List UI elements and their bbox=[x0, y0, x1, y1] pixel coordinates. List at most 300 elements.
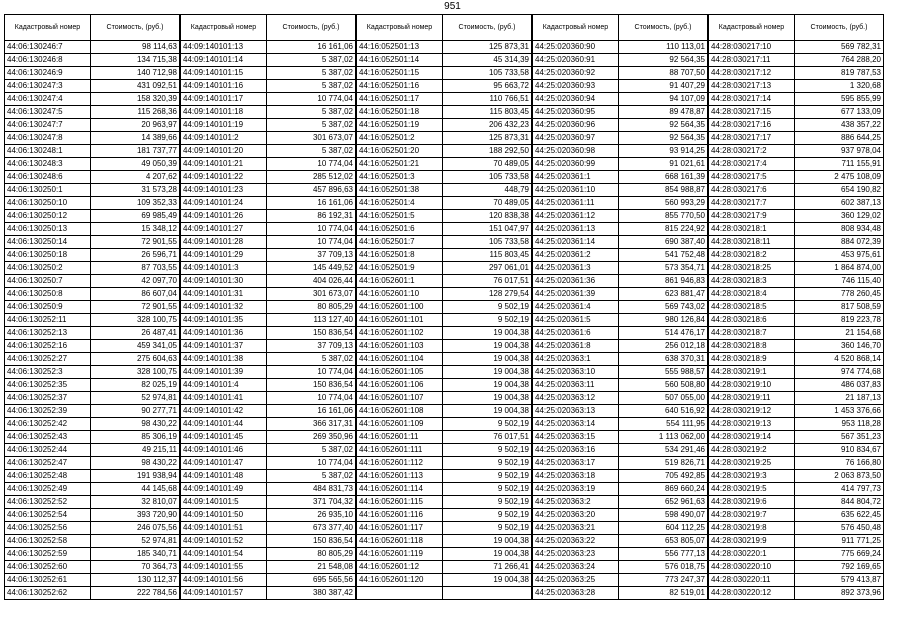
table-row bbox=[533, 327, 708, 340]
cost-cell: 26 935,10 bbox=[267, 509, 356, 522]
cadastral-number-cell: 44:25:020361:8 bbox=[533, 340, 619, 353]
cadastral-number-cell: 44:25:020361:39 bbox=[533, 288, 619, 301]
table-row bbox=[709, 496, 884, 509]
cost-cell: 19 004,38 bbox=[443, 340, 532, 353]
table-row bbox=[709, 249, 884, 262]
cost-cell: 808 934,48 bbox=[795, 223, 884, 236]
table-row bbox=[357, 80, 532, 93]
cost-cell: 579 413,87 bbox=[795, 574, 884, 587]
table-row bbox=[709, 574, 884, 587]
cadastral-number-cell: 44:09:140101:37 bbox=[181, 340, 267, 353]
cost-cell: 854 988,87 bbox=[619, 184, 708, 197]
header-cost: Стоимость, (руб.) bbox=[619, 15, 708, 41]
cost-cell: 844 804,72 bbox=[795, 496, 884, 509]
cadastral-number-cell: 44:09:140101:5 bbox=[181, 496, 267, 509]
cost-cell: 652 961,63 bbox=[619, 496, 708, 509]
cadastral-number-cell: 44:16:052501:4 bbox=[357, 197, 443, 210]
cost-cell: 484 831,73 bbox=[267, 483, 356, 496]
cadastral-table-1 bbox=[4, 14, 180, 600]
cost-cell: 5 387,02 bbox=[267, 54, 356, 67]
cadastral-number-cell: 44:28:030217:11 bbox=[709, 54, 795, 67]
cost-cell: 191 938,94 bbox=[91, 470, 180, 483]
cadastral-number-cell: 44:16:052601:117 bbox=[357, 522, 443, 535]
table-row bbox=[709, 314, 884, 327]
table-row bbox=[357, 522, 532, 535]
table-row bbox=[5, 275, 180, 288]
cost-cell: 37 709,13 bbox=[267, 249, 356, 262]
table-row bbox=[181, 457, 356, 470]
cost-cell bbox=[443, 587, 532, 600]
cadastral-number-cell: 44:16:052501:5 bbox=[357, 210, 443, 223]
cost-cell: 815 224,92 bbox=[619, 223, 708, 236]
table-row bbox=[533, 106, 708, 119]
table-row bbox=[533, 483, 708, 496]
cadastral-number-cell: 44:28:030219:14 bbox=[709, 431, 795, 444]
table-row bbox=[181, 444, 356, 457]
table-row bbox=[5, 496, 180, 509]
cadastral-number-cell: 44:06:130247:5 bbox=[5, 106, 91, 119]
cadastral-number-cell: 44:06:130252:13 bbox=[5, 327, 91, 340]
cadastral-number-cell: 44:16:052601:107 bbox=[357, 392, 443, 405]
table-row bbox=[357, 418, 532, 431]
cadastral-number-cell: 44:16:052601:118 bbox=[357, 535, 443, 548]
table-row bbox=[5, 587, 180, 600]
table-row bbox=[357, 470, 532, 483]
cadastral-number-cell: 44:16:052601:104 bbox=[357, 353, 443, 366]
cost-cell: 10 774,04 bbox=[267, 366, 356, 379]
cadastral-number-cell: 44:25:020361:3 bbox=[533, 262, 619, 275]
cost-cell: 534 291,46 bbox=[619, 444, 708, 457]
table-row bbox=[533, 340, 708, 353]
cadastral-number-cell: 44:25:020363:28 bbox=[533, 587, 619, 600]
cost-cell: 92 564,35 bbox=[619, 132, 708, 145]
table-row bbox=[533, 405, 708, 418]
cadastral-number-cell: 44:16:052601:12 bbox=[357, 561, 443, 574]
cost-cell: 9 502,19 bbox=[443, 301, 532, 314]
cadastral-number-cell: 44:16:052501:3 bbox=[357, 171, 443, 184]
cost-cell: 448,79 bbox=[443, 184, 532, 197]
cadastral-number-cell: 44:25:020360:91 bbox=[533, 54, 619, 67]
table-row bbox=[181, 340, 356, 353]
cost-cell: 623 881,47 bbox=[619, 288, 708, 301]
cost-cell: 19 004,38 bbox=[443, 327, 532, 340]
cadastral-number-cell: 44:16:052601:102 bbox=[357, 327, 443, 340]
cost-cell: 98 430,22 bbox=[91, 418, 180, 431]
cadastral-number-cell: 44:28:030218:25 bbox=[709, 262, 795, 275]
cost-cell: 1 453 376,66 bbox=[795, 405, 884, 418]
cost-cell: 44 145,68 bbox=[91, 483, 180, 496]
cost-cell: 980 126,84 bbox=[619, 314, 708, 327]
cadastral-number-cell: 44:28:030218:1 bbox=[709, 223, 795, 236]
cadastral-number-cell: 44:25:020361:5 bbox=[533, 314, 619, 327]
cost-cell: 974 774,68 bbox=[795, 366, 884, 379]
cost-cell: 404 026,44 bbox=[267, 275, 356, 288]
cost-cell: 9 502,19 bbox=[443, 314, 532, 327]
cadastral-number-cell: 44:16:052501:13 bbox=[357, 41, 443, 54]
cost-cell: 158 320,39 bbox=[91, 93, 180, 106]
cost-cell: 110 113,01 bbox=[619, 41, 708, 54]
table-row bbox=[181, 275, 356, 288]
cadastral-number-cell: 44:25:020361:2 bbox=[533, 249, 619, 262]
cadastral-number-cell: 44:06:130247:3 bbox=[5, 80, 91, 93]
table-row bbox=[357, 587, 532, 600]
table-row bbox=[181, 41, 356, 54]
header-cost: Стоимость, (руб.) bbox=[795, 15, 884, 41]
table-row bbox=[533, 561, 708, 574]
cadastral-number-cell: 44:25:020363:24 bbox=[533, 561, 619, 574]
cost-cell: 556 777,13 bbox=[619, 548, 708, 561]
table-row bbox=[533, 457, 708, 470]
cost-cell: 4 520 868,14 bbox=[795, 353, 884, 366]
table-row bbox=[533, 392, 708, 405]
cost-cell: 19 004,38 bbox=[443, 405, 532, 418]
cost-cell: 301 673,07 bbox=[267, 132, 356, 145]
cadastral-number-cell: 44:09:140101:4 bbox=[181, 379, 267, 392]
cadastral-number-cell: 44:25:020360:96 bbox=[533, 119, 619, 132]
table-row bbox=[181, 301, 356, 314]
cadastral-number-cell: 44:28:030219:9 bbox=[709, 535, 795, 548]
table-row bbox=[181, 184, 356, 197]
table-row bbox=[181, 132, 356, 145]
cadastral-number-cell: 44:06:130247:7 bbox=[5, 119, 91, 132]
cadastral-number-cell: 44:06:130250:13 bbox=[5, 223, 91, 236]
table-row bbox=[709, 418, 884, 431]
table-row bbox=[5, 223, 180, 236]
table-row bbox=[709, 262, 884, 275]
cost-cell: 91 407,29 bbox=[619, 80, 708, 93]
cadastral-number-cell: 44:25:020363:17 bbox=[533, 457, 619, 470]
cadastral-number-cell: 44:16:052601:113 bbox=[357, 470, 443, 483]
cost-cell: 9 502,19 bbox=[443, 418, 532, 431]
table-row bbox=[709, 535, 884, 548]
cadastral-number-cell: 44:28:030217:6 bbox=[709, 184, 795, 197]
cost-cell: 602 387,13 bbox=[795, 197, 884, 210]
table-row bbox=[357, 509, 532, 522]
cadastral-number-cell: 44:28:030220:1 bbox=[709, 548, 795, 561]
cadastral-number-cell: 44:06:130250:2 bbox=[5, 262, 91, 275]
table-header bbox=[181, 15, 356, 41]
cadastral-number-cell: 44:16:052601:115 bbox=[357, 496, 443, 509]
table-row bbox=[5, 80, 180, 93]
cadastral-number-cell: 44:09:140101:26 bbox=[181, 210, 267, 223]
table-row bbox=[533, 93, 708, 106]
table-row bbox=[181, 548, 356, 561]
cost-cell: 26 487,41 bbox=[91, 327, 180, 340]
table-row bbox=[181, 223, 356, 236]
table-row bbox=[357, 132, 532, 145]
cadastral-number-cell: 44:06:130252:56 bbox=[5, 522, 91, 535]
cost-cell: 125 873,31 bbox=[443, 41, 532, 54]
table-row bbox=[533, 444, 708, 457]
table-row bbox=[533, 41, 708, 54]
table-row bbox=[533, 301, 708, 314]
table-row bbox=[5, 574, 180, 587]
cadastral-number-cell: 44:06:130252:52 bbox=[5, 496, 91, 509]
cadastral-number-cell: 44:09:140101:44 bbox=[181, 418, 267, 431]
cadastral-number-cell: 44:06:130252:37 bbox=[5, 392, 91, 405]
cost-cell: 10 774,04 bbox=[267, 236, 356, 249]
table-row bbox=[357, 457, 532, 470]
cadastral-number-cell: 44:06:130252:62 bbox=[5, 587, 91, 600]
table-row bbox=[181, 314, 356, 327]
cost-cell: 360 146,70 bbox=[795, 340, 884, 353]
cadastral-number-cell: 44:28:030217:16 bbox=[709, 119, 795, 132]
cost-cell: 86 192,31 bbox=[267, 210, 356, 223]
table-row bbox=[357, 249, 532, 262]
cost-cell: 604 112,25 bbox=[619, 522, 708, 535]
table-row bbox=[357, 496, 532, 509]
cost-cell: 911 771,25 bbox=[795, 535, 884, 548]
cadastral-number-cell: 44:16:052501:14 bbox=[357, 54, 443, 67]
cadastral-number-cell: 44:06:130247:8 bbox=[5, 132, 91, 145]
cost-cell: 10 774,04 bbox=[267, 223, 356, 236]
cadastral-number-cell: 44:16:052601:100 bbox=[357, 301, 443, 314]
cadastral-number-cell: 44:28:030219:12 bbox=[709, 405, 795, 418]
cost-cell: 95 663,72 bbox=[443, 80, 532, 93]
cadastral-number-cell: 44:09:140101:55 bbox=[181, 561, 267, 574]
cadastral-number-cell: 44:28:030218:8 bbox=[709, 340, 795, 353]
table-row bbox=[5, 158, 180, 171]
cadastral-number-cell: 44:06:130252:60 bbox=[5, 561, 91, 574]
cost-cell: 576 018,75 bbox=[619, 561, 708, 574]
table-row bbox=[533, 158, 708, 171]
cadastral-number-cell: 44:25:020360:99 bbox=[533, 158, 619, 171]
cadastral-number-cell: 44:06:130252:49 bbox=[5, 483, 91, 496]
cost-cell: 569 743,02 bbox=[619, 301, 708, 314]
table-row bbox=[5, 470, 180, 483]
cadastral-number-cell: 44:25:020361:6 bbox=[533, 327, 619, 340]
cost-cell: 14 389,66 bbox=[91, 132, 180, 145]
cost-cell: 1 113 062,00 bbox=[619, 431, 708, 444]
table-row bbox=[181, 535, 356, 548]
cadastral-number-cell: 44:09:140101:20 bbox=[181, 145, 267, 158]
table-row bbox=[181, 119, 356, 132]
cost-cell: 21 187,13 bbox=[795, 392, 884, 405]
cadastral-number-cell: 44:28:030217:13 bbox=[709, 80, 795, 93]
cadastral-number-cell: 44:28:030219:10 bbox=[709, 379, 795, 392]
cadastral-table-5 bbox=[708, 14, 884, 600]
cadastral-number-cell: 44:25:020363:12 bbox=[533, 392, 619, 405]
table-row bbox=[357, 327, 532, 340]
cost-cell: 256 012,18 bbox=[619, 340, 708, 353]
table-row bbox=[5, 522, 180, 535]
table-row bbox=[5, 262, 180, 275]
cost-cell: 185 340,71 bbox=[91, 548, 180, 561]
cost-cell: 10 774,04 bbox=[267, 392, 356, 405]
table-row bbox=[709, 327, 884, 340]
cadastral-number-cell: 44:16:052501:6 bbox=[357, 223, 443, 236]
cadastral-number-cell: 44:06:130252:35 bbox=[5, 379, 91, 392]
cost-cell: 181 737,77 bbox=[91, 145, 180, 158]
cost-cell: 85 306,19 bbox=[91, 431, 180, 444]
table-row bbox=[181, 483, 356, 496]
table-row bbox=[533, 431, 708, 444]
cadastral-number-cell: 44:06:130252:11 bbox=[5, 314, 91, 327]
cost-cell: 1 864 874,00 bbox=[795, 262, 884, 275]
cadastral-number-cell: 44:25:020361:1 bbox=[533, 171, 619, 184]
cost-cell: 431 092,51 bbox=[91, 80, 180, 93]
table-row bbox=[357, 210, 532, 223]
cost-cell: 72 901,55 bbox=[91, 301, 180, 314]
cost-cell: 773 247,37 bbox=[619, 574, 708, 587]
cadastral-number-cell: 44:25:020363:19 bbox=[533, 483, 619, 496]
table-row bbox=[181, 236, 356, 249]
cadastral-number-cell: 44:25:020363:14 bbox=[533, 418, 619, 431]
table-row bbox=[5, 509, 180, 522]
cost-cell: 145 449,52 bbox=[267, 262, 356, 275]
cost-cell: 130 112,37 bbox=[91, 574, 180, 587]
table-row bbox=[357, 145, 532, 158]
cadastral-number-cell: 44:16:052601:103 bbox=[357, 340, 443, 353]
cost-cell: 654 190,82 bbox=[795, 184, 884, 197]
table-row bbox=[357, 535, 532, 548]
cadastral-number-cell: 44:25:020363:13 bbox=[533, 405, 619, 418]
table-row bbox=[357, 483, 532, 496]
cost-cell: 640 516,92 bbox=[619, 405, 708, 418]
cadastral-number-cell: 44:09:140101:41 bbox=[181, 392, 267, 405]
cost-cell: 109 352,33 bbox=[91, 197, 180, 210]
cost-cell: 5 387,02 bbox=[267, 80, 356, 93]
cost-cell: 150 836,54 bbox=[267, 535, 356, 548]
table-row bbox=[181, 327, 356, 340]
cadastral-number-cell: 44:09:140101:39 bbox=[181, 366, 267, 379]
table-row bbox=[357, 236, 532, 249]
page-number: 951 bbox=[444, 1, 461, 12]
table-row bbox=[709, 158, 884, 171]
table-header bbox=[709, 15, 884, 41]
cost-cell: 764 288,20 bbox=[795, 54, 884, 67]
table-row bbox=[533, 80, 708, 93]
cadastral-number-cell: 44:16:052501:7 bbox=[357, 236, 443, 249]
table-row bbox=[709, 353, 884, 366]
cadastral-number-cell: 44:16:052501:18 bbox=[357, 106, 443, 119]
cost-cell: 9 502,19 bbox=[443, 483, 532, 496]
cost-cell: 9 502,19 bbox=[443, 509, 532, 522]
table-row bbox=[5, 379, 180, 392]
cadastral-number-cell: 44:06:130246:9 bbox=[5, 67, 91, 80]
cost-cell: 695 565,56 bbox=[267, 574, 356, 587]
cadastral-number-cell: 44:25:020363:25 bbox=[533, 574, 619, 587]
cost-cell: 4 207,62 bbox=[91, 171, 180, 184]
table-header bbox=[533, 15, 708, 41]
cost-cell: 92 564,35 bbox=[619, 54, 708, 67]
table-row bbox=[5, 106, 180, 119]
header-cadastral-number: Кадастровый номер bbox=[709, 15, 795, 41]
cadastral-number-cell: 44:28:030220:12 bbox=[709, 587, 795, 600]
table-row bbox=[181, 93, 356, 106]
cadastral-number-cell: 44:25:020360:94 bbox=[533, 93, 619, 106]
cadastral-number-cell: 44:16:052501:16 bbox=[357, 80, 443, 93]
table-row bbox=[533, 54, 708, 67]
cadastral-number-cell: 44:28:030218:2 bbox=[709, 249, 795, 262]
cost-cell: 554 111,95 bbox=[619, 418, 708, 431]
cost-cell: 150 836,54 bbox=[267, 327, 356, 340]
cadastral-number-cell: 44:06:130252:39 bbox=[5, 405, 91, 418]
cost-cell: 690 387,40 bbox=[619, 236, 708, 249]
table-row bbox=[709, 54, 884, 67]
cadastral-number-cell: 44:09:140101:38 bbox=[181, 353, 267, 366]
cost-cell: 328 100,75 bbox=[91, 366, 180, 379]
cost-cell: 5 387,02 bbox=[267, 145, 356, 158]
cadastral-number-cell: 44:25:020363:20 bbox=[533, 509, 619, 522]
cost-cell: 15 348,12 bbox=[91, 223, 180, 236]
cost-cell: 711 155,91 bbox=[795, 158, 884, 171]
table-row bbox=[709, 548, 884, 561]
cost-cell: 71 266,41 bbox=[443, 561, 532, 574]
header-cadastral-number: Кадастровый номер bbox=[5, 15, 91, 41]
cadastral-number-cell: 44:25:020360:97 bbox=[533, 132, 619, 145]
cost-cell: 19 004,38 bbox=[443, 353, 532, 366]
table-row bbox=[181, 379, 356, 392]
table-row bbox=[533, 275, 708, 288]
cadastral-number-cell bbox=[357, 587, 443, 600]
table-row bbox=[709, 392, 884, 405]
table-row bbox=[357, 574, 532, 587]
table-row bbox=[181, 470, 356, 483]
cadastral-number-cell: 44:28:030217:7 bbox=[709, 197, 795, 210]
table-row bbox=[357, 288, 532, 301]
table-row bbox=[5, 366, 180, 379]
table-row bbox=[181, 509, 356, 522]
cadastral-number-cell: 44:16:052601:116 bbox=[357, 509, 443, 522]
cadastral-number-cell: 44:16:052601:120 bbox=[357, 574, 443, 587]
cost-cell: 910 834,67 bbox=[795, 444, 884, 457]
cost-cell: 2 063 873,50 bbox=[795, 470, 884, 483]
cost-cell: 555 988,57 bbox=[619, 366, 708, 379]
cadastral-number-cell: 44:28:030219:6 bbox=[709, 496, 795, 509]
cadastral-number-cell: 44:25:020360:95 bbox=[533, 106, 619, 119]
cadastral-number-cell: 44:16:052501:21 bbox=[357, 158, 443, 171]
cadastral-number-cell: 44:09:140101:13 bbox=[181, 41, 267, 54]
cost-cell: 188 292,50 bbox=[443, 145, 532, 158]
table-row bbox=[709, 223, 884, 236]
cost-cell: 573 354,71 bbox=[619, 262, 708, 275]
cadastral-number-cell: 44:06:130252:44 bbox=[5, 444, 91, 457]
table-row bbox=[5, 392, 180, 405]
table-row bbox=[709, 236, 884, 249]
cost-cell: 9 502,19 bbox=[443, 496, 532, 509]
table-row bbox=[181, 561, 356, 574]
table-row bbox=[181, 80, 356, 93]
cadastral-number-cell: 44:16:052501:38 bbox=[357, 184, 443, 197]
cost-cell: 519 826,71 bbox=[619, 457, 708, 470]
cost-cell: 10 774,04 bbox=[267, 158, 356, 171]
cost-cell: 82 025,19 bbox=[91, 379, 180, 392]
cost-cell: 140 712,98 bbox=[91, 67, 180, 80]
table-row bbox=[709, 210, 884, 223]
cost-cell: 453 975,61 bbox=[795, 249, 884, 262]
header-cadastral-number: Кадастровый номер bbox=[357, 15, 443, 41]
table-row bbox=[709, 509, 884, 522]
table-row bbox=[709, 340, 884, 353]
cost-cell: 52 974,81 bbox=[91, 535, 180, 548]
cadastral-number-cell: 44:25:020361:36 bbox=[533, 275, 619, 288]
cadastral-number-cell: 44:16:052601:119 bbox=[357, 548, 443, 561]
cost-cell: 105 733,58 bbox=[443, 171, 532, 184]
header-cadastral-number: Кадастровый номер bbox=[533, 15, 619, 41]
cadastral-number-cell: 44:28:030220:10 bbox=[709, 561, 795, 574]
cadastral-number-cell: 44:25:020363:10 bbox=[533, 366, 619, 379]
table-row bbox=[5, 340, 180, 353]
cadastral-number-cell: 44:28:030217:14 bbox=[709, 93, 795, 106]
cost-cell: 80 805,29 bbox=[267, 301, 356, 314]
cadastral-number-cell: 44:06:130252:47 bbox=[5, 457, 91, 470]
cadastral-number-cell: 44:09:140101:15 bbox=[181, 67, 267, 80]
cost-cell: 93 914,25 bbox=[619, 145, 708, 158]
table-row bbox=[5, 548, 180, 561]
cadastral-number-cell: 44:09:140101:18 bbox=[181, 106, 267, 119]
table-row bbox=[709, 366, 884, 379]
